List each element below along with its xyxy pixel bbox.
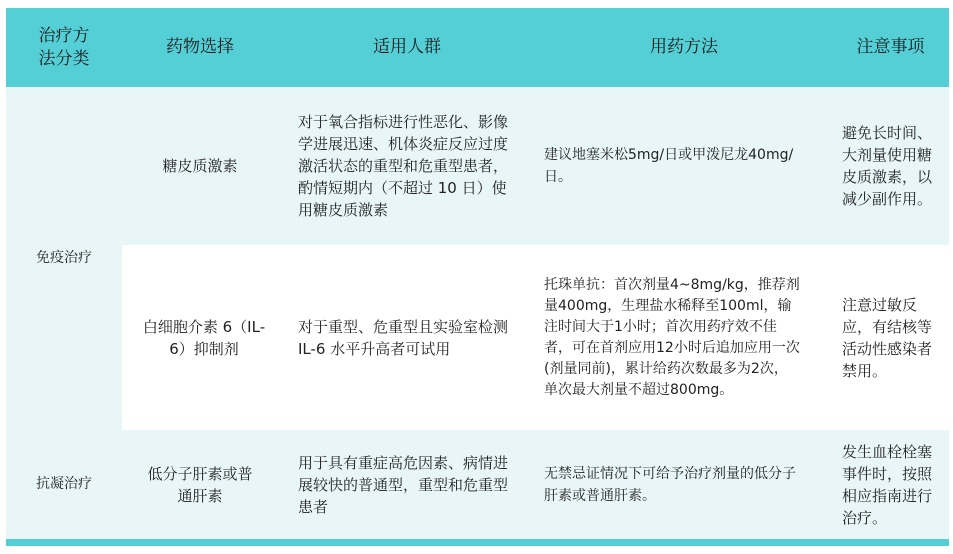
method-heparin: 无禁忌证情况下可给予治疗剂量的低分子肝素或普通肝素。 [544, 465, 796, 504]
header-drug: 药物选择 [166, 37, 234, 57]
notes-heparin: 发生血栓栓塞事件时，按照相应指南进行治疗。 [842, 442, 933, 527]
category-anticoag: 抗凝治疗 [36, 476, 92, 492]
population-glucocorticoid: 对于氧合指标进行性恶化、影像学进展迅速、机体炎症反应过度激活状态的重型和危重型患者，酌情短期内（不超过 10 日）使用糖皮质激素 [298, 113, 509, 219]
notes-glucocorticoid: 避免长时间、大剂量使用糖皮质激素，以减少副作用。 [842, 124, 933, 208]
header-method: 用药方法 [650, 37, 718, 57]
header-category: 治疗方 法分类 [38, 25, 90, 69]
category-immune: 免疫治疗 [36, 250, 92, 266]
method-il6-inhibitor: 托珠单抗：首次剂量4~8mg/kg，推荐剂量400mg，生理盐水稀释至100ml，输注时间大于1小时；首次用药疗效不佳者，可在首剂应用12小时后追加应用一次(剂量同前)，累计给药次数最多为2次，单次最大剂量不超过800mg。 [544, 276, 800, 398]
table-header [6, 8, 949, 87]
population-il6-inhibitor: 对于重型、危重型且实验室检测 IL-6 水平升高者可试用 [298, 317, 509, 358]
drug-glucocorticoid: 糖皮质激素 [162, 156, 238, 175]
drug-il6-inhibitor: 白细胞介素 6（IL-6）抑制剂 [142, 317, 266, 358]
population-heparin: 用于具有重症高危因素、病情进展较快的普通型，重型和危重型患者 [298, 453, 509, 516]
treatment-table [6, 8, 949, 546]
header-notes: 注意事项 [856, 37, 925, 57]
method-glucocorticoid: 建议地塞米松5mg/日或甲泼尼龙40mg/日。 [544, 147, 794, 185]
table-bottom-border [6, 539, 949, 546]
header-population: 适用人群 [373, 37, 441, 57]
drug-heparin: 低分子肝素或普通肝素 [147, 464, 253, 505]
notes-il6-inhibitor: 注意过敏反应，有结核等活动性感染者禁用。 [842, 295, 933, 380]
